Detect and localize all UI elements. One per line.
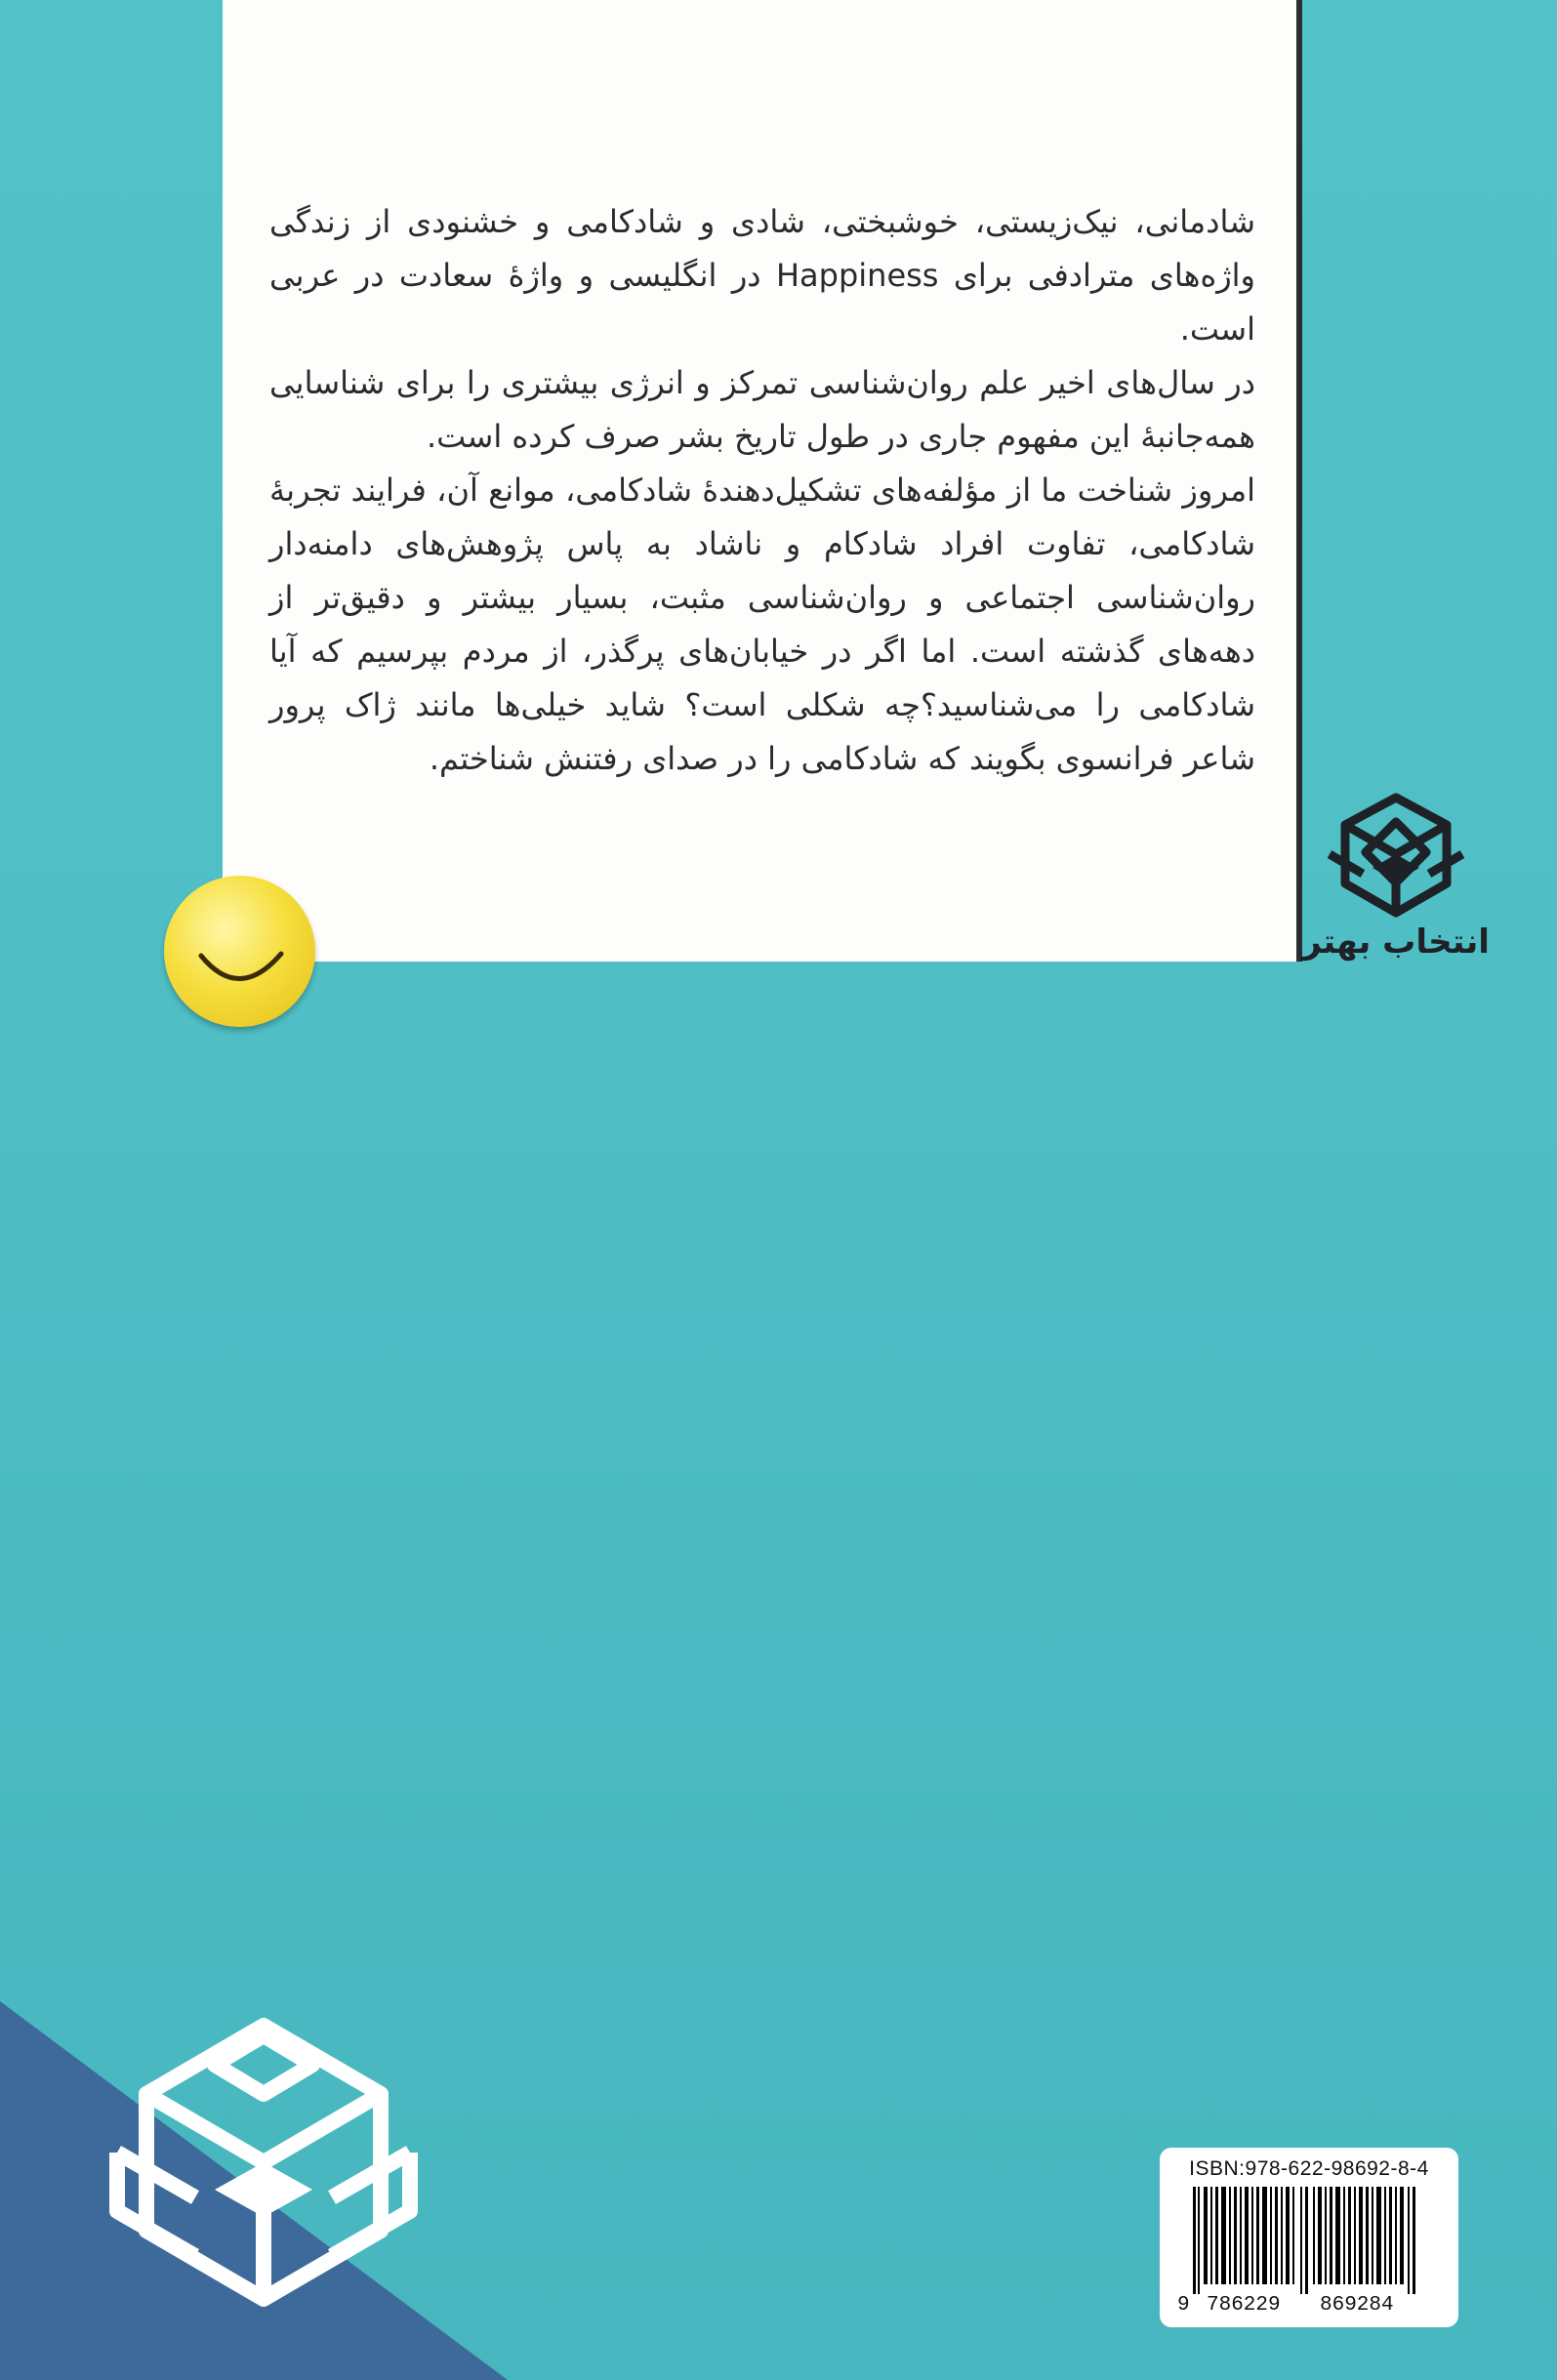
- barcode-icon: [1187, 2187, 1431, 2294]
- blurb-paragraph-1: شادمانی، نیک‌زیستی، خوشبختی، شادی و شادکامی و خشنودی از زندگی واژه‌های مترادفی برای Happiness در انگلیسی و واژهٔ سعادت در عربی است.: [269, 203, 1256, 348]
- isbn-label: ISBN:978-622-98692-8-4: [1189, 2157, 1429, 2180]
- barcode-digit-lead: 9: [1177, 2294, 1190, 2317]
- publisher-logo-icon: [1318, 786, 1474, 942]
- blurb-paragraph-2: در سال‌های اخیر علم روان‌شناسی تمرکز و انرژی بیشتری را برای شناسایی همه‌جانبهٔ این مفهوم جاری در طول تاریخ بشر صرف کرده است.: [269, 364, 1255, 455]
- isbn-barcode-box: [1160, 2148, 1458, 2327]
- blurb-panel: [223, 0, 1302, 962]
- publisher-name: انتخاب بهتر: [1302, 923, 1490, 962]
- blurb-paragraph-3: امروز شناخت ما از مؤلفه‌های تشکیل‌دهندهٔ شادکامی، موانع آن، فرایند تجربهٔ شادکامی، تفاوت افراد شادکام و ناشاد به پاس پژوهش‌های دامنه‌دار روان‌شناسی اجتماعی و روان‌شناسی مثبت، بسیار بیشتر و دقیق‌تر از دهه‌های گذشته است. اما اگر در خیابان‌های پرگذر، از مردم بپرسیم که آیا شادکامی را می‌شناسید؟چه شکلی است؟ شاید خیلی‌ها مانند ژاک پرور شاعر فرانسوی بگویند که شادکامی را در صدای رفتنش شناختم.: [269, 472, 1255, 777]
- barcode-digits-left: 786229: [1207, 2294, 1281, 2317]
- publisher-logo-large-icon: [98, 2006, 430, 2338]
- barcode-digits-right: 869284: [1320, 2294, 1394, 2317]
- smiley-face-icon: [164, 876, 315, 1027]
- back-cover-blurb: [269, 195, 1255, 786]
- barcode-digits: [1173, 2294, 1445, 2319]
